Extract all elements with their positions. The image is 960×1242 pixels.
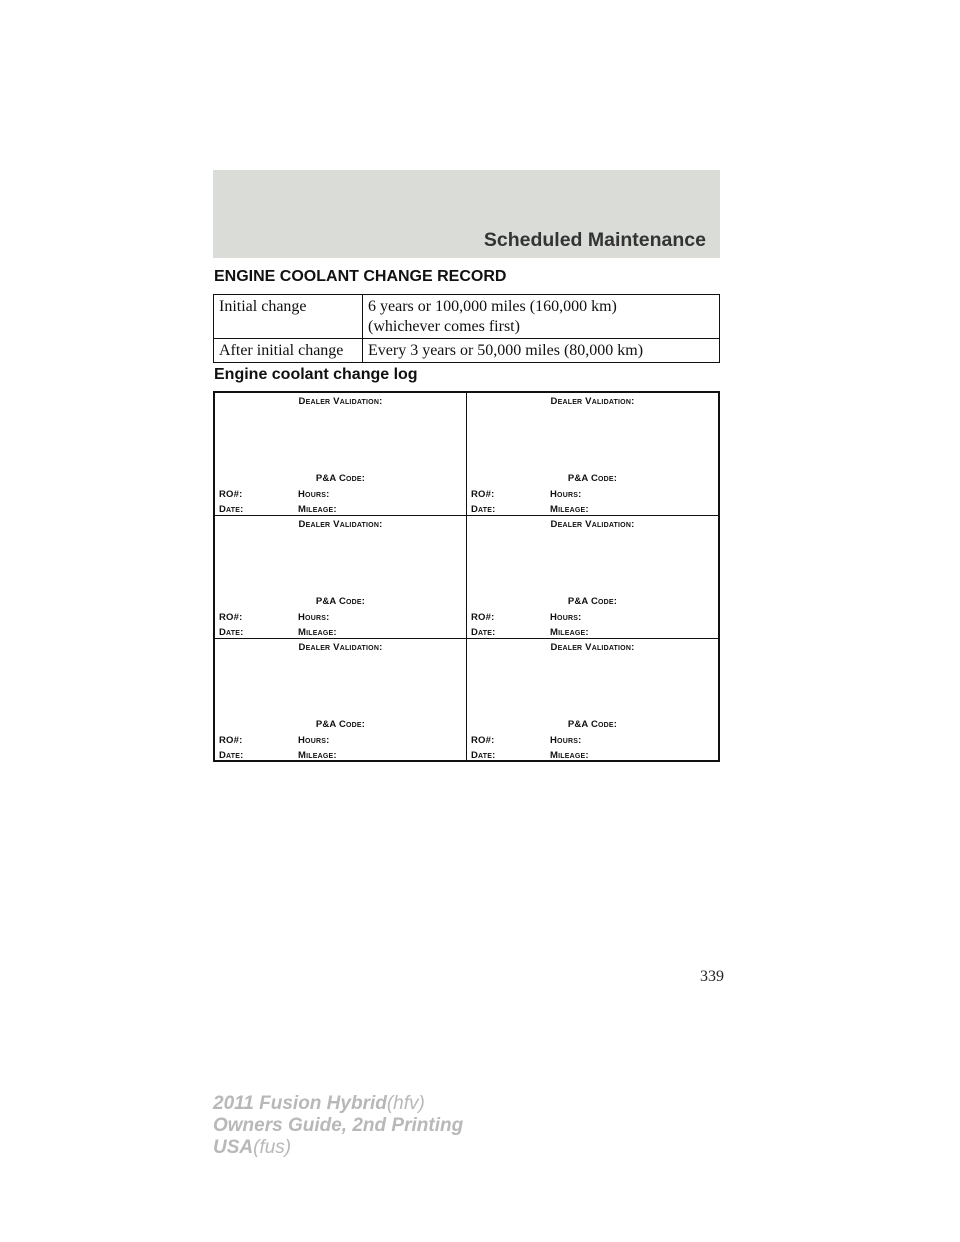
table-row — [214, 339, 720, 363]
header-band — [213, 170, 720, 258]
log-row — [215, 639, 718, 761]
date-label: Date: — [471, 627, 496, 638]
dealer-validation-label: Dealer Validation: — [550, 642, 635, 653]
pa-code-label: P&A Code: — [315, 596, 366, 607]
log-title: Engine coolant change log — [214, 366, 418, 383]
interval-value-line: (whichever comes first) — [368, 318, 520, 335]
log-entry — [466, 639, 718, 761]
dealer-validation-label: Dealer Validation: — [550, 519, 635, 530]
date-label: Date: — [471, 750, 496, 761]
hours-label: Hours: — [550, 612, 582, 623]
pa-code-label: P&A Code: — [567, 719, 618, 730]
interval-label: After initial change — [214, 339, 363, 363]
pa-code-label: P&A Code: — [567, 473, 618, 484]
ro-label: RO#: — [471, 735, 495, 746]
interval-value — [363, 295, 720, 339]
ro-label: RO#: — [471, 489, 495, 500]
pa-code-label: P&A Code: — [567, 596, 618, 607]
footer-line — [213, 1137, 463, 1159]
record-title: ENGINE COOLANT CHANGE RECORD — [214, 268, 507, 285]
ro-label: RO#: — [219, 612, 243, 623]
ro-label: RO#: — [219, 489, 243, 500]
ro-label: RO#: — [219, 735, 243, 746]
hours-label: Hours: — [550, 735, 582, 746]
log-entry — [466, 516, 718, 638]
hours-label: Hours: — [298, 489, 330, 500]
log-entry — [215, 639, 466, 761]
dealer-validation-label: Dealer Validation: — [298, 642, 383, 653]
hours-label: Hours: — [298, 612, 330, 623]
footer-model-code: (hfv) — [386, 1093, 425, 1114]
dealer-validation-label: Dealer Validation: — [298, 396, 383, 407]
footer-line — [213, 1115, 463, 1137]
log-entry — [466, 393, 718, 515]
date-label: Date: — [471, 504, 496, 515]
log-row — [215, 393, 718, 516]
log-row — [215, 516, 718, 639]
ro-label: RO#: — [471, 612, 495, 623]
interval-value: Every 3 years or 50,000 miles (80,000 km) — [363, 339, 720, 363]
hours-label: Hours: — [550, 489, 582, 500]
log-entry — [215, 393, 466, 515]
mileage-label: Mileage: — [298, 627, 337, 638]
footer-model: 2011 Fusion Hybrid — [213, 1093, 387, 1114]
coolant-schedule-table — [213, 294, 720, 363]
hours-label: Hours: — [298, 735, 330, 746]
footer-market: USA — [213, 1137, 254, 1158]
date-label: Date: — [219, 504, 244, 515]
table-row — [214, 295, 720, 339]
pa-code-label: P&A Code: — [315, 719, 366, 730]
log-entry — [215, 516, 466, 638]
dealer-validation-label: Dealer Validation: — [550, 396, 635, 407]
mileage-label: Mileage: — [550, 627, 589, 638]
section-title: Scheduled Maintenance — [483, 229, 706, 251]
dealer-validation-label: Dealer Validation: — [298, 519, 383, 530]
interval-label: Initial change — [214, 295, 363, 339]
date-label: Date: — [219, 750, 244, 761]
mileage-label: Mileage: — [298, 750, 337, 761]
footer-edition: Owners Guide, 2nd Printing — [213, 1115, 464, 1136]
document-footer — [213, 1093, 463, 1159]
footer-line — [213, 1093, 463, 1115]
pa-code-label: P&A Code: — [315, 473, 366, 484]
coolant-change-log — [213, 391, 720, 762]
mileage-label: Mileage: — [298, 504, 337, 515]
interval-value-line: 6 years or 100,000 miles (160,000 km) — [368, 298, 617, 315]
mileage-label: Mileage: — [550, 504, 589, 515]
footer-market-code: (fus) — [253, 1137, 292, 1158]
mileage-label: Mileage: — [550, 750, 589, 761]
date-label: Date: — [219, 627, 244, 638]
page-number: 339 — [700, 968, 724, 985]
